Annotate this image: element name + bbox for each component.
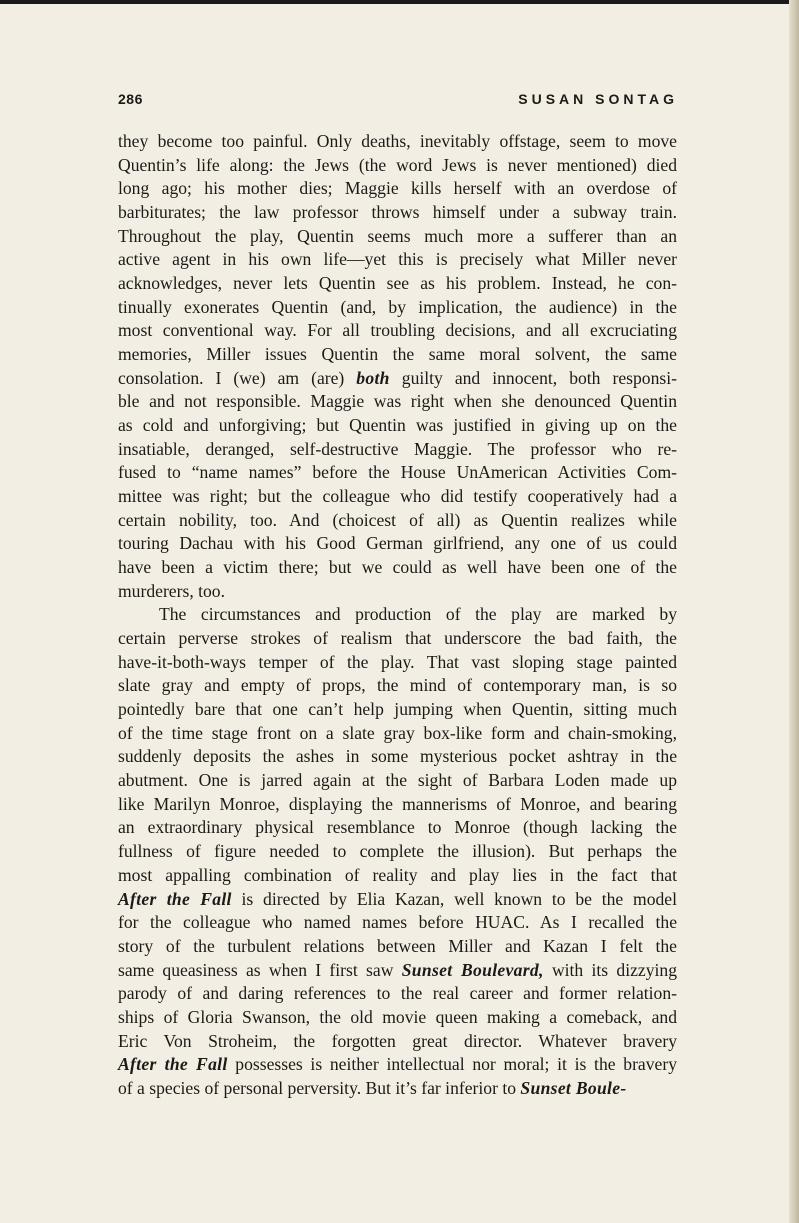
text-line: memories, Miller issues Quentin the same moral solvent, the same — [118, 344, 677, 365]
text-line: pointedly bare that one can’t help jumping when Quentin, sitting much — [118, 699, 677, 720]
text-line: The circumstances and production of the play are marked by — [159, 604, 677, 625]
text-line: consolation. I (we) am (are) both guilty and innocent, both responsi- — [118, 367, 677, 388]
text-line: abutment. One is jarred again at the sight of Barbara Loden made up — [118, 770, 677, 791]
paragraph-1 — [118, 130, 677, 603]
text-line: most appalling combination of reality and play lies in the fact that — [118, 864, 677, 885]
text-line: have been a victim there; but we could as well have been one of the — [118, 557, 677, 578]
running-head: SUSAN SONTAG — [518, 91, 678, 107]
text-line: fullness of figure needed to complete the illusion). But perhaps the — [118, 841, 677, 862]
text-line: After the Fall is directed by Elia Kazan, well known to be the model — [118, 888, 677, 909]
text-line: Eric Von Stroheim, the forgotten great director. Whatever bravery — [118, 1030, 677, 1051]
text-line: like Marilyn Monroe, displaying the mannerisms of Monroe, and bearing — [118, 793, 677, 814]
italic-title: Sunset Boule- — [520, 1077, 627, 1098]
text-line: ble and not responsible. Maggie was right when she denounced Quentin — [118, 391, 677, 412]
page-number: 286 — [118, 91, 143, 107]
text-line: touring Dachau with his Good German girlfriend, any one of us could — [118, 533, 677, 554]
text-line: most conventional way. For all troubling decisions, and all excruciating — [118, 320, 677, 341]
text-line: Quentin’s life along: the Jews (the word Jews is never mentioned) died — [118, 154, 677, 175]
text-line: an extraordinary physical resemblance to Monroe (though lacking the — [118, 817, 677, 838]
page-header — [118, 91, 678, 115]
text-line: ships of Gloria Swanson, the old movie queen making a comeback, and — [118, 1006, 677, 1027]
text-line: of the time stage front on a slate gray box-like form and chain-smoking, — [118, 722, 677, 743]
text-line: fused to “name names” before the House UnAmerican Activities Com- — [118, 462, 677, 483]
paragraph-2 — [118, 603, 677, 1100]
italic-title: After the Fall — [118, 888, 232, 909]
text-line: murderers, too. — [118, 580, 225, 601]
text-line: story of the turbulent relations between Miller and Kazan I felt the — [118, 935, 677, 956]
text-line: tinually exonerates Quentin (and, by implication, the audience) in the — [118, 296, 677, 317]
text-line: After the Fall possesses is neither intellectual nor moral; it is the bravery — [118, 1054, 677, 1075]
text-line: have-it-both-ways temper of the play. That vast sloping stage painted — [118, 651, 677, 672]
text-line: same queasiness as when I first saw Sunset Boulevard, with its dizzying — [118, 959, 678, 980]
text-line: for the colleague who named names before HUAC. As I recalled the — [118, 912, 677, 933]
text-line: barbiturates; the law professor throws himself under a subway train. — [118, 202, 677, 223]
text-line: slate gray and empty of props, the mind of contemporary man, is so — [118, 675, 677, 696]
text-line: they become too painful. Only deaths, inevitably offstage, seem to move — [118, 131, 677, 151]
page-edge-shadow — [789, 0, 799, 1223]
text-line: as cold and unforgiving; but Quentin was justified in giving up on the — [118, 415, 677, 436]
body-text — [118, 130, 677, 1101]
text-line: mittee was right; but the colleague who did testify cooperatively had a — [118, 486, 677, 507]
text-line: parody of and daring references to the real career and former relation- — [118, 983, 677, 1004]
text-line: certain perverse strokes of realism that underscore the bad faith, the — [118, 628, 677, 649]
text-line: certain nobility, too. And (choicest of all) as Quentin realizes while — [118, 509, 677, 530]
text-line: active agent in his own life—yet this is precisely what Miller never — [118, 249, 677, 270]
text-line: long ago; his mother dies; Maggie kills herself with an overdose of — [118, 178, 677, 199]
top-edge-rule — [0, 0, 799, 4]
text-line: insatiable, deranged, self-destructive Maggie. The professor who re- — [118, 438, 677, 459]
italic-title: Sunset Boulevard, — [401, 959, 544, 980]
italic-title: both — [356, 367, 390, 388]
italic-title: After the Fall — [118, 1054, 228, 1075]
text-line: acknowledges, never lets Quentin see as his problem. Instead, he con- — [118, 273, 677, 294]
text-line: suddenly deposits the ashes in some mysterious pocket ashtray in the — [118, 746, 677, 767]
text-line: of a species of personal perversity. But it’s far inferior to Sunset Boule- — [118, 1077, 627, 1098]
text-line: Throughout the play, Quentin seems much more a sufferer than an — [118, 225, 677, 246]
